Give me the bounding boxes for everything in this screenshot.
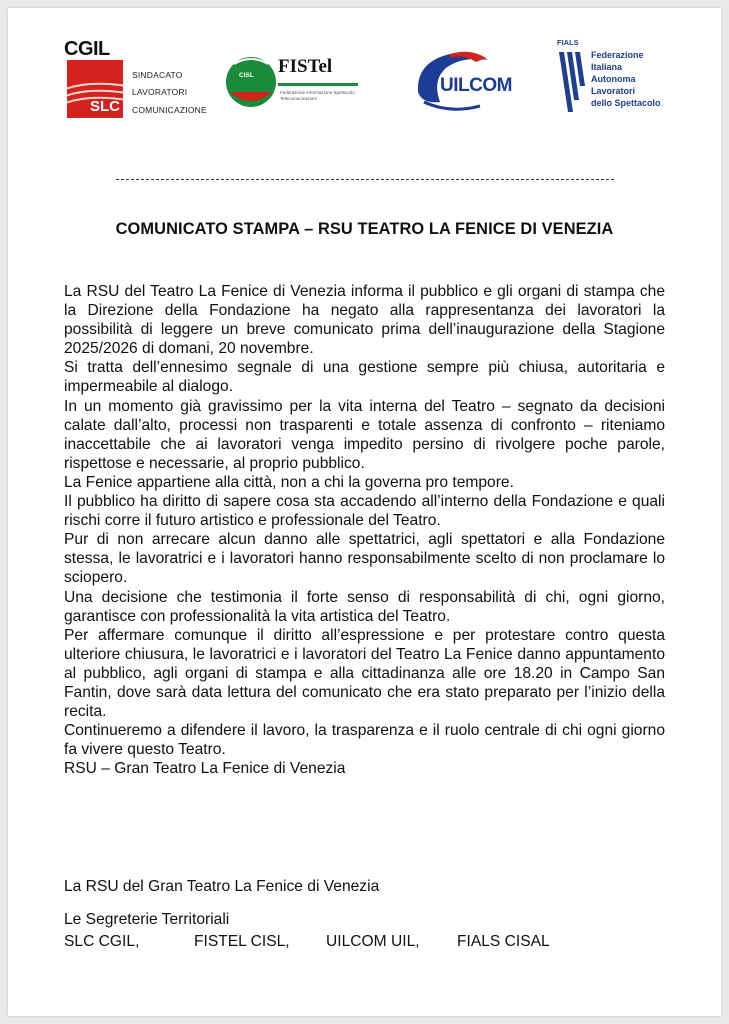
paragraph: Una decisione che testimonia il forte senso di responsabilità di chi, ogni giorno, garantisce con professionalità la vita artistica del Teatro. bbox=[64, 588, 665, 625]
fials-stripes-icon bbox=[557, 50, 589, 120]
union-uilcom-uil: UILCOM UIL, bbox=[326, 933, 420, 950]
fials-line-4: Lavoratori bbox=[591, 86, 636, 96]
uilcom-wordmark: UILCOM bbox=[440, 75, 512, 96]
fistel-wordmark: FISTel bbox=[278, 56, 333, 77]
cgil-line-1: SINDACATO bbox=[132, 70, 183, 80]
paragraph: La Fenice appartiene alla città, non a chi la governa pro tempore. bbox=[64, 473, 514, 491]
paragraph: Il pubblico ha diritto di sapere cosa sta accadendo all’interno della Fondazione e quali rischi corre il futuro artistico e professionale del Teatro. bbox=[64, 493, 665, 530]
fistel-cisl-logo bbox=[224, 52, 364, 122]
slc-label: SLC bbox=[90, 98, 120, 115]
fials-line-3: Autonoma bbox=[591, 74, 636, 84]
press-release-body bbox=[64, 282, 665, 778]
cgil-line-2: LAVORATORI bbox=[132, 87, 188, 97]
press-release-title: COMUNICATO STAMPA – RSU TEATRO LA FENICE DI VENEZIA bbox=[115, 220, 614, 238]
paragraph: Continueremo a difendere il lavoro, la trasparenza e il ruolo centrale di chi ogni giorno fa vivere questo Teatro. bbox=[64, 722, 665, 759]
fistel-tagline: Federazione Informazione Spettacolo Telecomunicazioni bbox=[280, 90, 355, 101]
fials-line-5: dello Spettacolo bbox=[591, 98, 661, 108]
union-fistel-cisl: FISTEL CISL, bbox=[194, 933, 290, 950]
fials-line-1: Federazione bbox=[591, 50, 644, 60]
cgil-line-3: COMUNICAZIONE bbox=[132, 105, 207, 115]
paragraph: La RSU del Teatro La Fenice di Venezia informa il pubblico e gli organi di stampa che la Direzione della Fondazione ha negato alla rappresentanza dei lavoratori la possibilità di leggere un breve comunicato prima dell’inaugurazione della Stagione 2025/2026 di domani, 20 novembre. bbox=[64, 283, 665, 358]
paragraph: Pur di non arrecare alcun danno alle spettatrici, agli spettatori e alla Fondazione stessa, le lavoratrici e i lavoratori hanno responsabilmente scelto di non proclamare lo sciopero. bbox=[64, 531, 665, 587]
cisl-label: CISL bbox=[239, 72, 254, 79]
union-slc-cgil: SLC CGIL, bbox=[64, 933, 140, 950]
fials-logo bbox=[557, 38, 687, 118]
uilcom-logo bbox=[410, 46, 536, 116]
cisl-emblem-icon bbox=[224, 52, 280, 112]
paragraph: Per affermare comunque il diritto all’espressione e per protestare contro questa ulteriore chiusura, le lavoratrici e i lavoratori del Teatro La Fenice danno appuntamento al pubblico, agli organi di stampa e alla cittadinanza alle ore 18.20 in Campo San Fantin, dove sarà data lettura del comunicato che era stato preparato per l’inizio della recita. bbox=[64, 626, 665, 721]
union-fials-cisal: FIALS CISAL bbox=[457, 933, 550, 950]
dashed-separator bbox=[116, 179, 614, 180]
fials-tag: FIALS bbox=[557, 38, 579, 47]
fials-line-2: Italiana bbox=[591, 62, 623, 72]
fistel-underline bbox=[278, 83, 358, 86]
paragraph-sign-off: RSU – Gran Teatro La Fenice di Venezia bbox=[64, 760, 346, 778]
paragraph: In un momento già gravissimo per la vita interna del Teatro – segnato da decisioni calate dall’alto, processi non trasparenti e totale assenza di confronto – riteniamo inaccettabile che ai lavoratori venga impedito persino di rivolgere poche parole, rispettose e necessarie, al proprio pubblico. bbox=[64, 397, 665, 472]
signature-rsu: La RSU del Gran Teatro La Fenice di Venezia bbox=[64, 878, 380, 895]
document-page bbox=[8, 8, 721, 1016]
signature-segreterie: Le Segreterie Territoriali bbox=[64, 911, 230, 928]
cgil-slc-logo bbox=[64, 34, 224, 124]
paragraph: Si tratta dell’ennesimo segnale di una gestione sempre più chiusa, autoritaria e impermeabile al dialogo. bbox=[64, 359, 665, 396]
cgil-wordmark: CGIL bbox=[64, 38, 110, 60]
